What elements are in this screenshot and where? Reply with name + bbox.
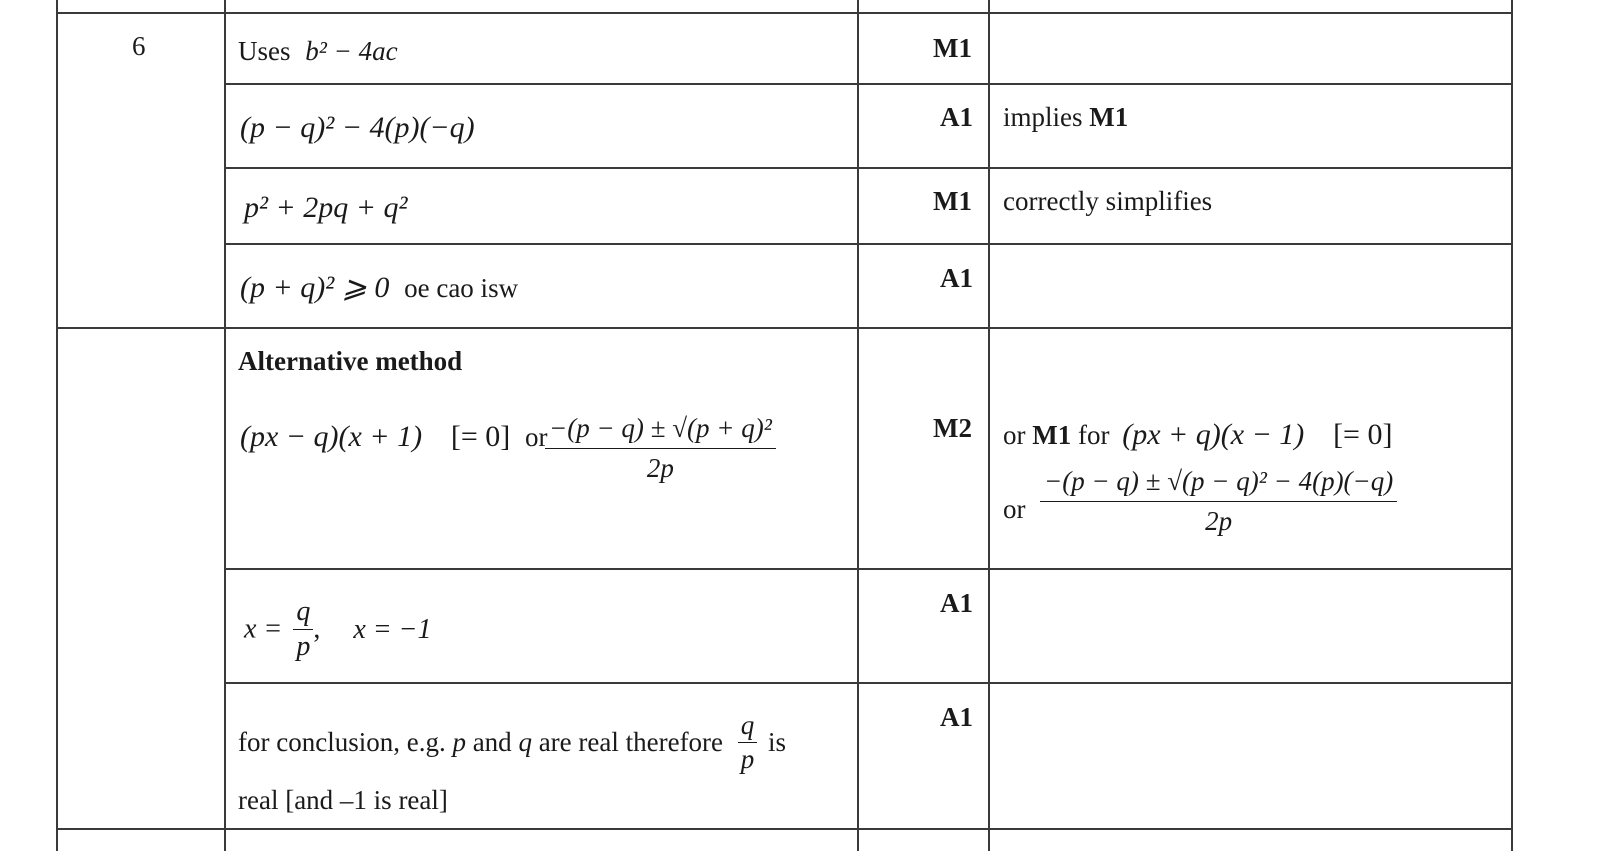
ratio-denominator: p (740, 744, 755, 774)
x-equals: x = (244, 613, 283, 645)
mark-row-1: M1 (933, 33, 972, 63)
ratio-numerator: q (738, 712, 758, 743)
or-text: or (525, 422, 548, 452)
and-text: and (472, 727, 512, 757)
note-formula-numerator: −(p − q) ± √(p − q)² − 4(p)(−q) (1040, 468, 1397, 502)
is-text: is (768, 727, 787, 757)
note-row-2 (1003, 104, 1128, 131)
quadratic-formula (545, 415, 776, 482)
row-divider (224, 167, 1513, 169)
working-row-1 (238, 38, 398, 65)
equals-zero: [= 0] (450, 420, 511, 453)
inequality-expr: (p + q)² ⩾ 0 (240, 271, 390, 304)
note-text: implies (1003, 102, 1083, 132)
working-row-6: x = $\frac{q}{p}$ , x = −1 (244, 596, 432, 662)
table-border-right (1511, 0, 1513, 851)
table-border-left (56, 0, 58, 851)
note-row-3: correctly simplifies (1003, 186, 1213, 216)
row-divider (56, 327, 1513, 329)
mark-row-7: A1 (940, 702, 973, 732)
note-formula-fraction (1040, 468, 1397, 535)
mark-row-4: A1 (940, 263, 973, 293)
mark-row-5: M2 (933, 413, 972, 443)
root-numerator: q (293, 598, 313, 630)
conclusion-text: for conclusion, e.g. (238, 727, 446, 757)
formula-numerator: −(p − q) ± √(p + q)² (545, 415, 776, 449)
formula-denominator: 2p (646, 453, 674, 483)
mark-row-3: M1 (933, 186, 972, 216)
table-border-col4 (988, 0, 990, 851)
note-for: for (1077, 420, 1110, 450)
note-mark-ref: M1 (1089, 102, 1129, 132)
ratio-fraction (738, 712, 758, 773)
formula-fraction (545, 415, 776, 482)
second-root: x = −1 (353, 613, 432, 645)
row-divider (224, 243, 1513, 245)
working-label: Uses (238, 36, 291, 66)
discriminant-expr: b² − 4ac (305, 36, 398, 66)
table-border-col2 (224, 0, 226, 851)
table-border-col3 (857, 0, 859, 851)
note-equals-zero: [= 0] (1333, 418, 1393, 451)
working-row-4 (240, 273, 518, 303)
row-divider (224, 83, 1513, 85)
note-factorised-expr: (px + q)(x − 1) (1122, 418, 1305, 451)
note-mark-ref: M1 (1032, 420, 1072, 450)
row-divider (56, 828, 1513, 830)
alternative-heading: Alternative method (238, 346, 463, 376)
row-divider (56, 12, 1513, 14)
root-denominator: p (296, 631, 311, 662)
row-divider (224, 568, 1513, 570)
row-divider (224, 682, 1513, 684)
working-row-5 (240, 422, 548, 452)
var-p: p (452, 727, 466, 757)
conclusion-text-2: are real therefore (538, 727, 724, 757)
note-formula-denominator: 2p (1205, 506, 1233, 536)
root-fraction (293, 598, 313, 661)
working-row-7-line2: real [and –1 is real] (238, 785, 448, 815)
working-row-7-line1 (238, 712, 786, 773)
working-row-3: p² + 2pq + q² (244, 191, 408, 224)
note-or: or (1003, 420, 1026, 450)
mark-row-2: A1 (940, 102, 973, 132)
mark-row-6: A1 (940, 588, 973, 618)
factorised-expr: (px − q)(x + 1) (240, 420, 423, 453)
note-formula (1040, 468, 1397, 535)
working-suffix: oe cao isw (404, 273, 519, 303)
note-or-2: or (1003, 494, 1026, 524)
question-number: 6 (132, 31, 146, 61)
working-row-2: (p − q)² − 4(p)(−q) (240, 111, 475, 144)
note-row-5-line1 (1003, 420, 1392, 450)
var-q: q (518, 727, 532, 757)
